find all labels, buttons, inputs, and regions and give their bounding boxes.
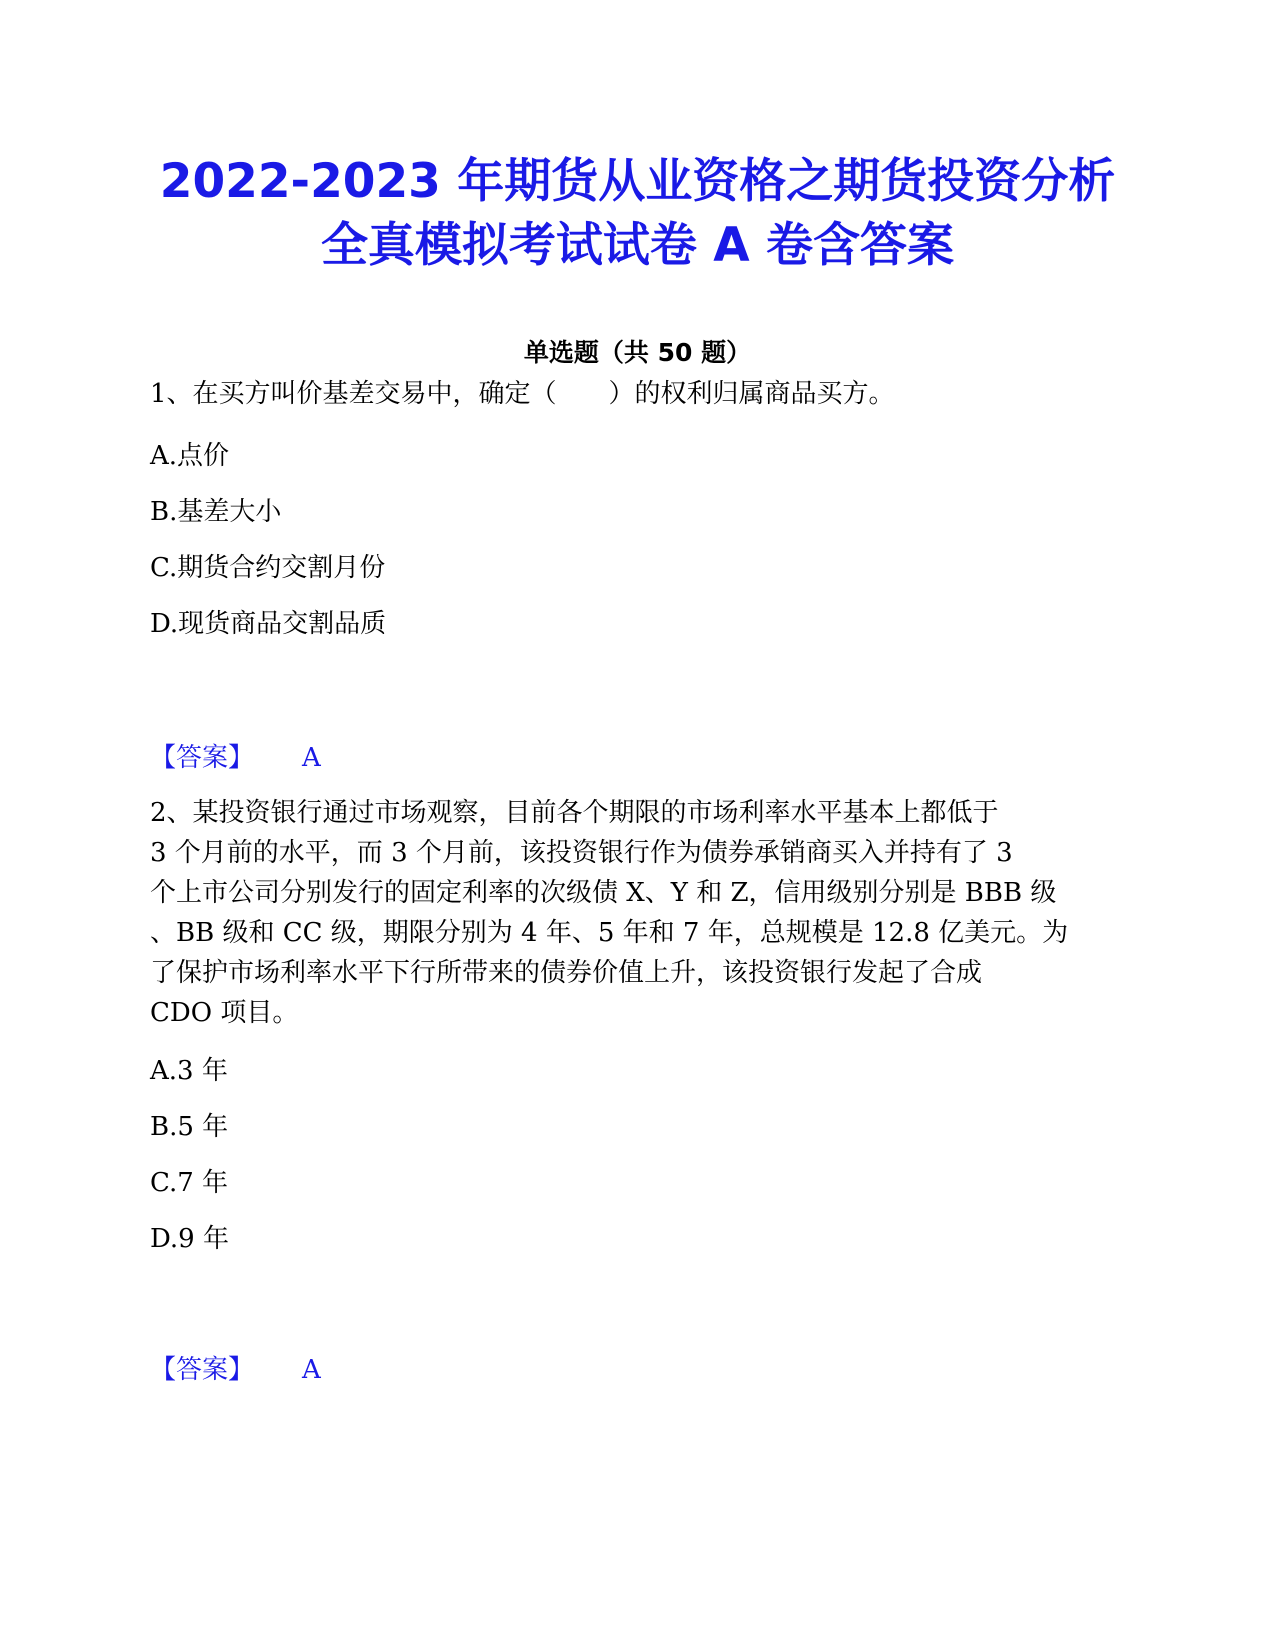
question-1-option-d: D.现货商品交割品质	[150, 609, 387, 639]
question-2-stem-line-3: 个上市公司分别发行的固定利率的次级债 X、Y 和 Z，信用级别分别是 BBB 级	[150, 878, 1057, 908]
question-2-option-d: D.9 年	[150, 1224, 229, 1254]
question-2-option-a: A.3 年	[150, 1056, 228, 1086]
question-2-option-c: C.7 年	[150, 1168, 229, 1198]
question-1-answer	[150, 738, 321, 778]
question-2-answer	[150, 1350, 321, 1390]
question-2-stem-line-1: 2、某投资银行通过市场观察，目前各个期限的市场利率水平基本上都低于	[150, 798, 999, 828]
answer-value: A	[302, 743, 321, 773]
question-1	[150, 374, 1130, 652]
question-2-stem-line-6: CDO 项目。	[150, 998, 299, 1028]
title-line-1: 2022-2023 年期货从业资格之期货投资分析	[159, 154, 1116, 209]
question-2	[150, 793, 1130, 1267]
question-1-option-b: B.基差大小	[150, 497, 282, 527]
document-title	[0, 150, 1275, 278]
question-2-option-b: B.5 年	[150, 1112, 229, 1142]
question-2-stem-line-2: 3 个月前的水平，而 3 个月前，该投资银行作为债券承销商买入并持有了 3	[150, 838, 1013, 868]
question-1-option-c: C.期货合约交割月份	[150, 553, 386, 583]
question-1-stem: 1、在买方叫价基差交易中，确定（ ）的权利归属商品买方。	[150, 379, 895, 409]
title-line-2: 全真模拟考试试卷 A 卷含答案	[320, 218, 955, 273]
question-1-option-a: A.点价	[150, 441, 230, 471]
answer-label: 【答案】	[150, 743, 255, 773]
section-heading: 单选题（共 50 题）	[523, 338, 752, 367]
question-2-stem-line-5: 了保护市场利率水平下行所带来的债券价值上升，该投资银行发起了合成	[150, 958, 983, 988]
question-2-stem-line-4: 、BB 级和 CC 级，期限分别为 4 年、5 年和 7 年，总规模是 12.8 亿美元。为	[150, 918, 1069, 948]
answer-value: A	[302, 1355, 321, 1385]
answer-label: 【答案】	[150, 1355, 255, 1385]
